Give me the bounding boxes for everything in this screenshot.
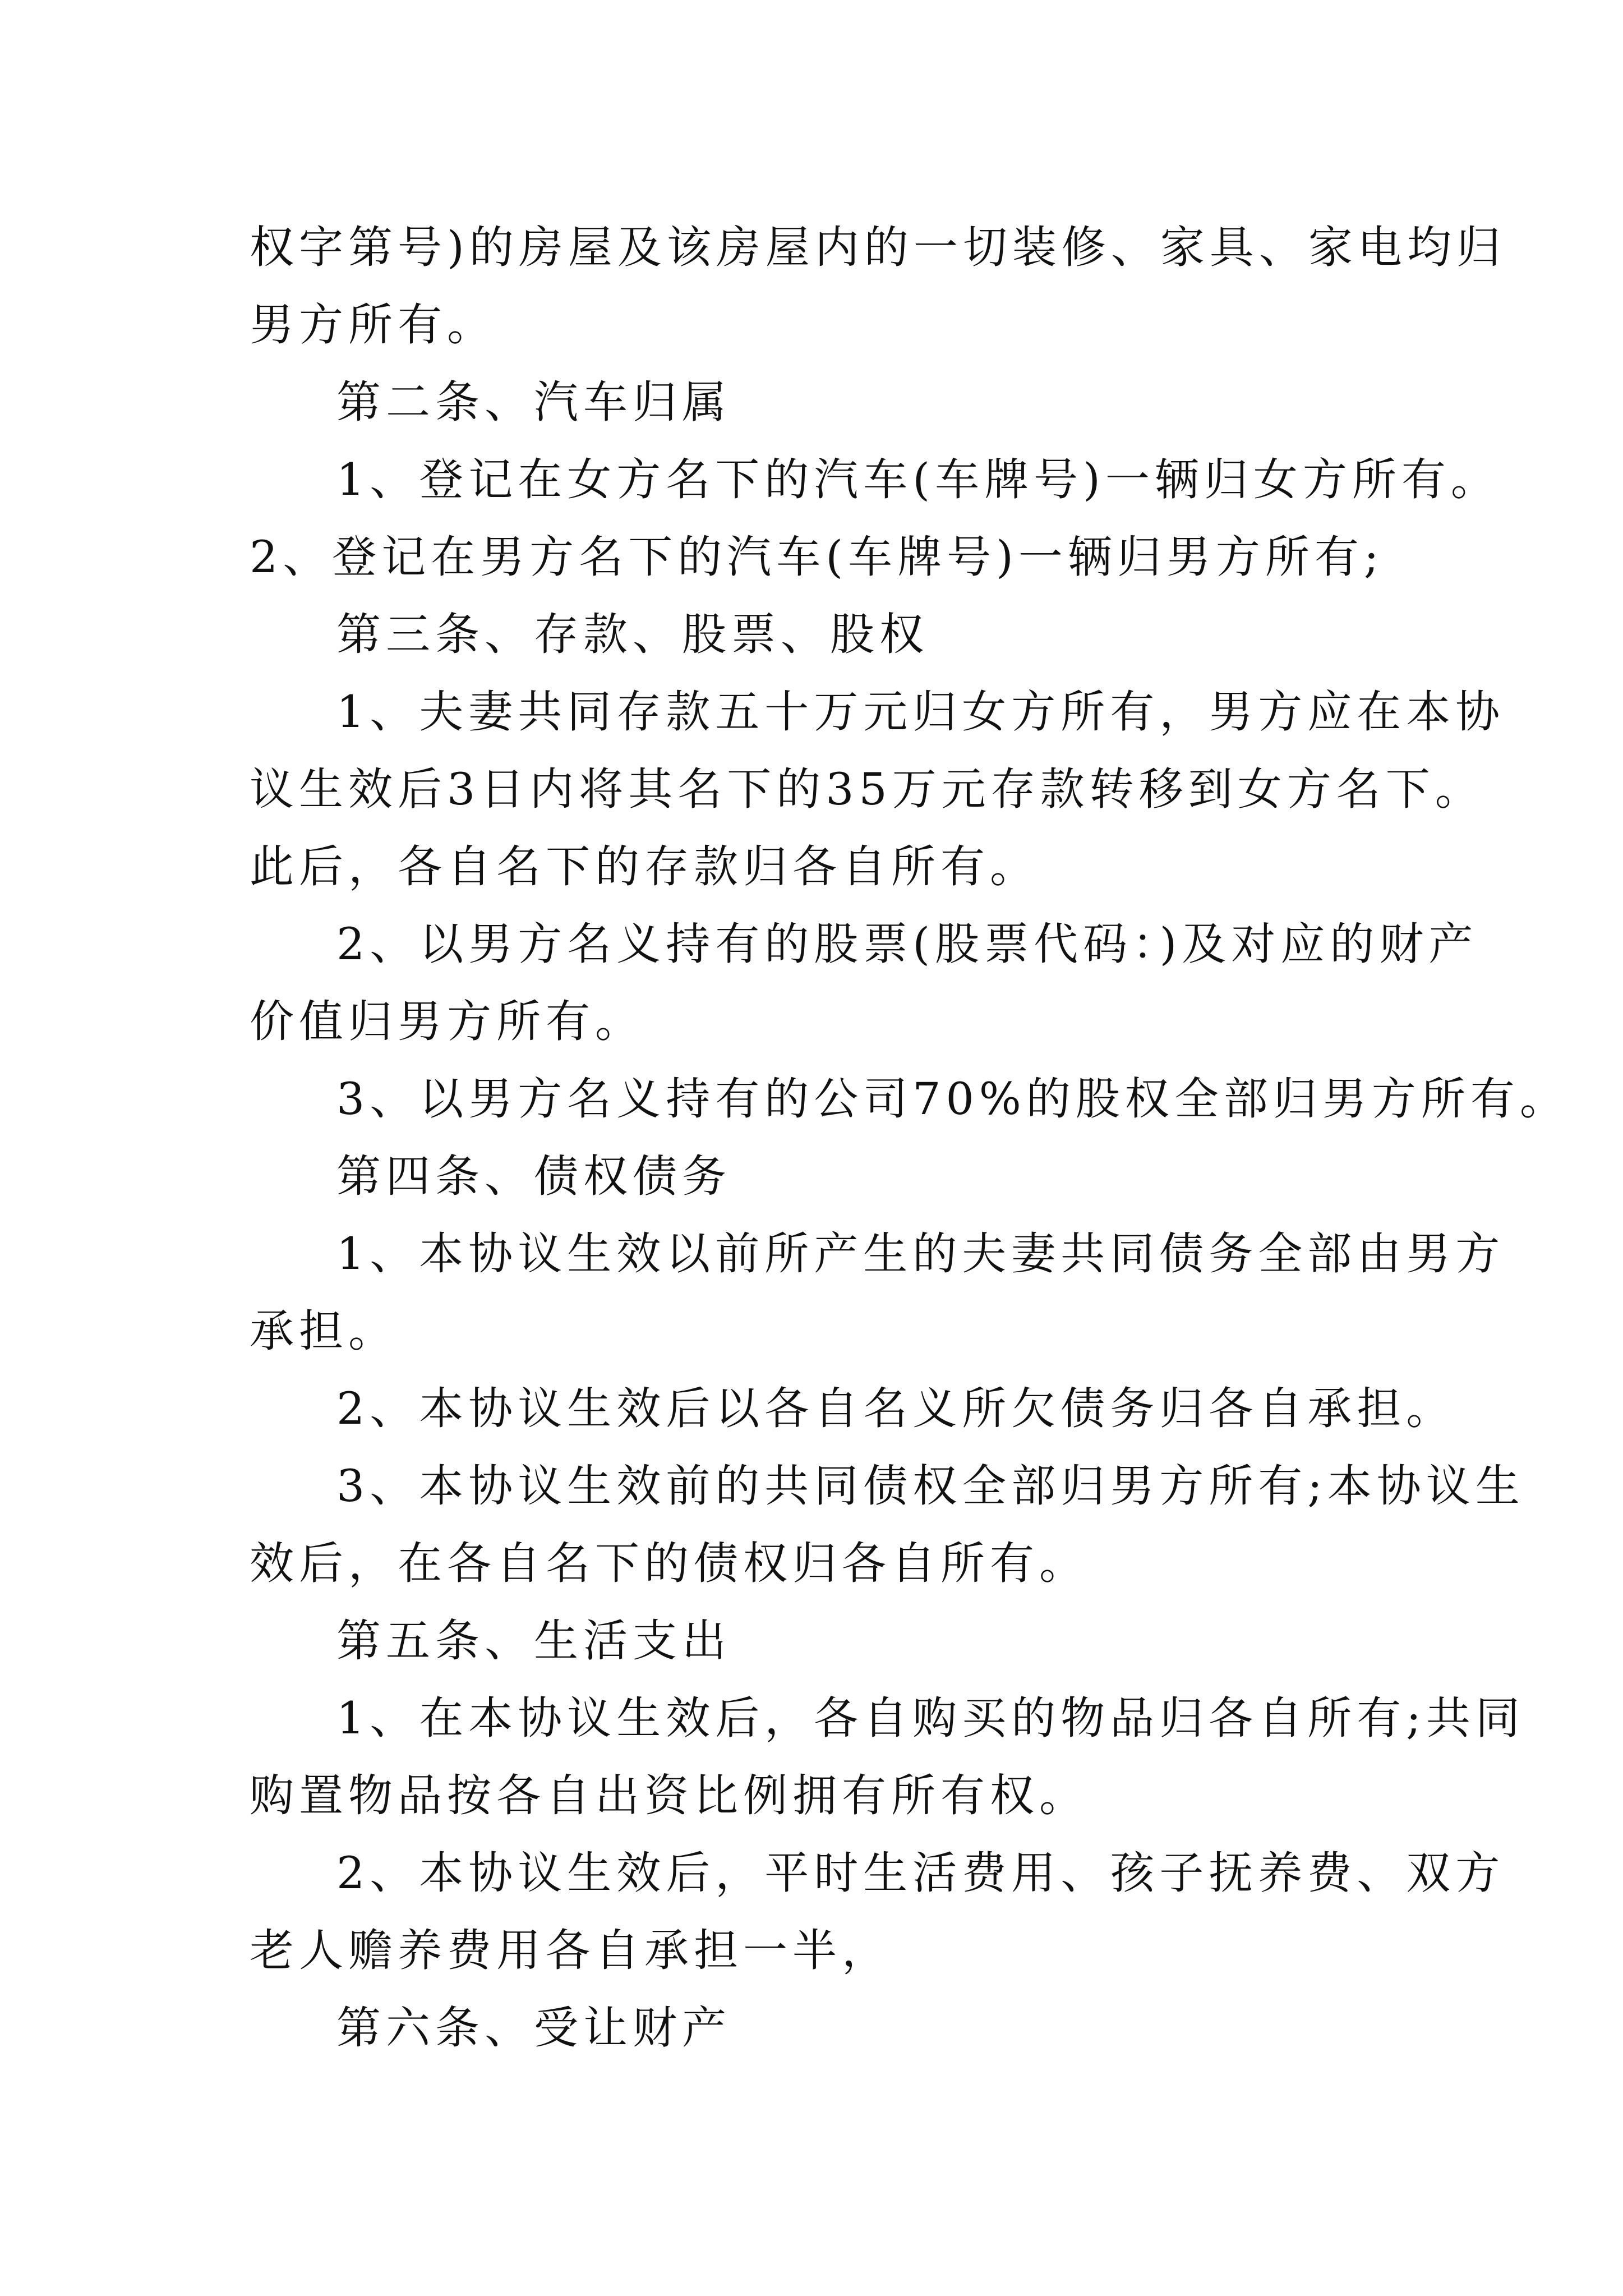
text-line: 此后，各自名下的存款归各自所有。	[250, 841, 1039, 892]
text-line: 男方所有。	[250, 299, 496, 351]
text-line: 购置物品按各自出资比例拥有所有权。	[250, 1770, 1089, 1821]
text-line: 效后，在各自名下的债权归各自所有。	[250, 1538, 1089, 1589]
text-line: 1、登记在女方名下的汽车(车牌号)一辆归女方所有。	[336, 454, 1500, 505]
text-line: 2、本协议生效后以各自名义所欠债务归各自承担。	[336, 1383, 1456, 1434]
text-line: 老人赡养费用各自承担一半，	[250, 1925, 891, 1976]
section-heading: 第三条、存款、股票、股权	[336, 609, 929, 660]
text-line: 权字第号)的房屋及该房屋内的一切装修、家具、家电均归	[250, 222, 1506, 273]
text-line: 承担。	[250, 1305, 398, 1357]
text-line: 3、本协议生效前的共同债权全部归男方所有;本协议生	[336, 1460, 1525, 1512]
section-heading: 第二条、汽车归属	[336, 376, 731, 428]
text-line: 1、本协议生效以前所产生的夫妻共同债务全部由男方	[336, 1228, 1505, 1280]
text-line: 3、以男方名义持有的公司70%的股权全部归男方所有。	[336, 1073, 1569, 1125]
section-heading: 第六条、受让财产	[336, 2002, 731, 2054]
text-line: 1、在本协议生效后，各自购买的物品归各自所有;共同	[336, 1692, 1525, 1744]
document-page	[250, 209, 1569, 2067]
text-line: 2、以男方名义持有的股票(股票代码：)及对应的财产	[336, 918, 1478, 970]
section-heading: 第四条、债权债务	[336, 1151, 731, 1202]
text-line: 价值归男方所有。	[250, 996, 644, 1047]
text-line: 1、夫妻共同存款五十万元归女方所有，男方应在本协	[336, 686, 1505, 738]
text-line: 议生效后3日内将其名下的35万元存款转移到女方名下。	[250, 763, 1484, 815]
section-heading: 第五条、生活支出	[336, 1615, 731, 1667]
text-line: 2、登记在男方名下的汽车(车牌号)一辆归男方所有;	[250, 531, 1384, 583]
text-line: 2、本协议生效后，平时生活费用、孩子抚养费、双方	[336, 1847, 1505, 1899]
